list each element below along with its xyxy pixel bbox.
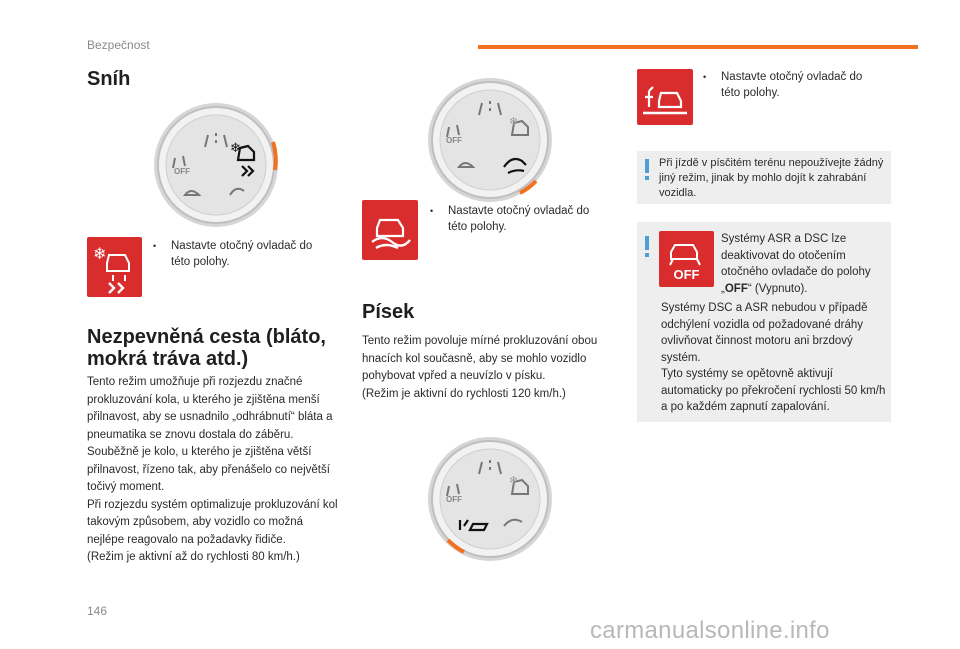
page-number: 146 (87, 604, 108, 618)
info-icon (645, 159, 649, 173)
svg-text:OFF: OFF (174, 167, 190, 176)
info-dsc-asr-text: Systémy DSC a ASR nebudou v případě odchýlení vozidla od požadované dráhy ovlivňovat činnost motoru ani brzdový systém. Tyto systémy se opětovně aktivují automaticky po překročení rychlosti 50 km/h a po každém zapnutí zapalování. (661, 302, 886, 413)
sand-mode-icon (637, 69, 693, 125)
snow-title: Sníh (87, 68, 131, 90)
svg-text:❄: ❄ (230, 140, 241, 155)
header-accent-bar (478, 45, 918, 49)
info-box-sand-warning (637, 151, 891, 204)
mode-knob-mud (424, 75, 556, 205)
mode-knob-sand (424, 434, 556, 564)
svg-text:❄: ❄ (509, 475, 519, 487)
off-mode-icon (659, 231, 714, 287)
svg-text:OFF: OFF (446, 136, 462, 145)
info-box-off-mode (637, 222, 891, 422)
svg-text:❄: ❄ (509, 116, 519, 128)
off-label: OFF (673, 267, 700, 282)
section-header: Bezpečnost (87, 38, 150, 52)
watermark: carmanualsonline.info (590, 617, 830, 644)
snow-mode-icon (87, 237, 142, 297)
info-off-text: Systémy ASR a DSC lze deaktivovat do otočením otočného ovladače do polohy „OFF“ (Vypnuto). (721, 233, 871, 295)
sand-description: Tento režim povoluje mírné prokluzování obou hnacích kol současně, aby se mohlo vozidlo pohybovat vpřed a neuvízlo v písku. (Režim je aktivní do rychlosti 120 km/h.) (362, 335, 598, 400)
svg-text:❄: ❄ (93, 246, 107, 263)
info-icon (645, 236, 649, 250)
sand-instruction: • Nastavte otočný ovladač do této polohy. (703, 71, 863, 99)
sand-title: Písek (362, 301, 415, 323)
mud-description: Tento režim umožňuje při rozjezdu značné prokluzování kola, u kterého je zjištěna menší přilnavost, aby se usnadnilo „odhrábnutí“ bláta a pneumatika se znovu dostala do záběru. Souběžně je kolo, u kterého je zjištěna větší přilnavost, řízeno tak, aby přenášelo co největší točivý moment. Při rozjezdu systém optimalizuje prokluzování kol takovým způsobem, aby vozidlo co možná nejlépe reagovalo na požadavky řidiče. (Režim je aktivní až do rychlosti 80 km/h.) (87, 376, 338, 563)
svg-text:OFF: OFF (446, 495, 462, 504)
mud-title: Nezpevněná cesta (bláto, mokrá tráva atd.) (87, 326, 326, 370)
mud-mode-icon (362, 200, 418, 260)
mud-instruction: • Nastavte otočný ovladač do této polohy. (430, 205, 590, 233)
info-sand-text: Při jízdě v písčitém terénu nepoužívejte žádný jiný režim, jinak by mohlo dojít k zahrabání vozidla. (659, 157, 884, 199)
snow-instruction: • Nastavte otočný ovladač do této polohy. (153, 240, 313, 268)
mode-knob-snow (150, 100, 282, 230)
